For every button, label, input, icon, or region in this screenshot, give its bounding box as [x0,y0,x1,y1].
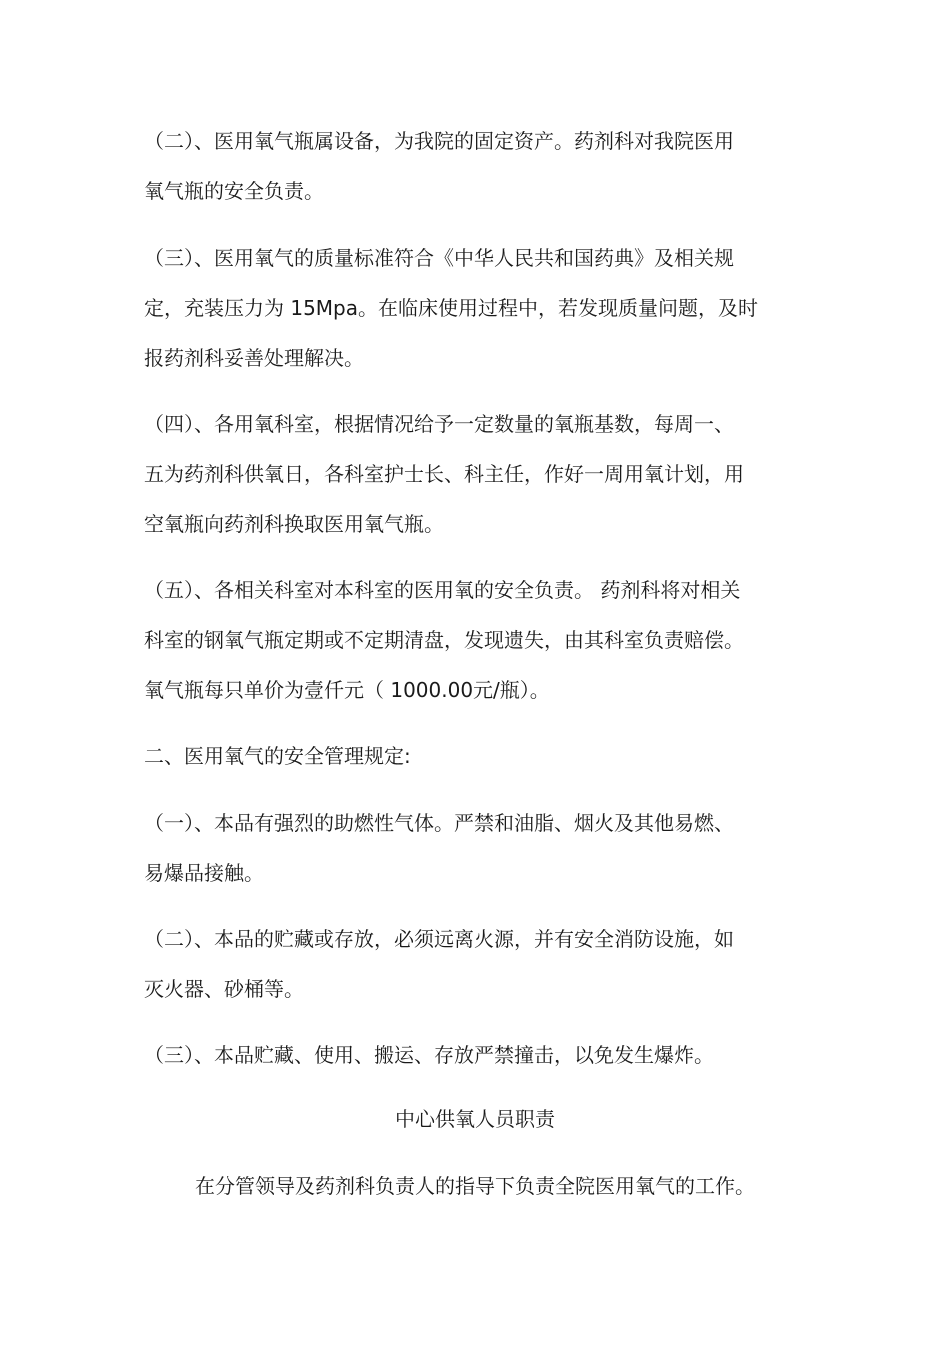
text-line: （三）、本品贮藏、使用、搬运、存放严禁撞击，以免发生爆炸。 [144,1043,714,1067]
text-line: 五为药剂科供氧日，各科室护士长、科主任，作好一周用氧计划，用 [144,462,744,486]
section-title: 二、医用氧气的安全管理规定: [144,744,411,768]
text-line: （五）、各相关科室对本科室的医用氧的安全负责。 药剂科将对相关 [144,578,741,602]
text-line: 空氧瓶向药剂科换取医用氧气瓶。 [144,512,444,536]
text-line: 氧气瓶每只单价为壹仟元（ 1000.00元/瓶）。 [144,678,550,702]
text-line: （一）、本品有强烈的助燃性气体。严禁和油脂、烟火及其他易燃、 [144,811,734,835]
text-line: （四）、各用氧科室，根据情况给予一定数量的氧瓶基数，每周一、 [144,412,734,436]
text-line: 定，充装压力为 15Mpa。在临床使用过程中，若发现质量问题，及时 [144,296,759,320]
text-line: 报药剂科妥善处理解决。 [144,346,364,370]
text-line: 氧气瓶的安全负责。 [144,179,324,203]
intro-text: 在分管领导及药剂科负责人的指导下负责全院医用氧气的工作。 [195,1174,755,1198]
text-line: （二）、医用氧气瓶属设备，为我院的固定资产。药剂科对我院医用 [144,129,734,153]
text-line: 科室的钢氧气瓶定期或不定期清盘，发现遗失，由其科室负责赔偿。 [144,628,744,652]
text-line: 易爆品接触。 [144,861,264,885]
text-line: （三）、医用氧气的质量标准符合《中华人民共和国药典》及相关规 [144,246,734,270]
text-line: 灭火器、砂桶等。 [144,977,304,1001]
text-line: （二）、本品的贮藏或存放，必须远离火源，并有安全消防设施，如 [144,927,734,951]
page-heading: 中心供氧人员职责 [395,1107,555,1131]
